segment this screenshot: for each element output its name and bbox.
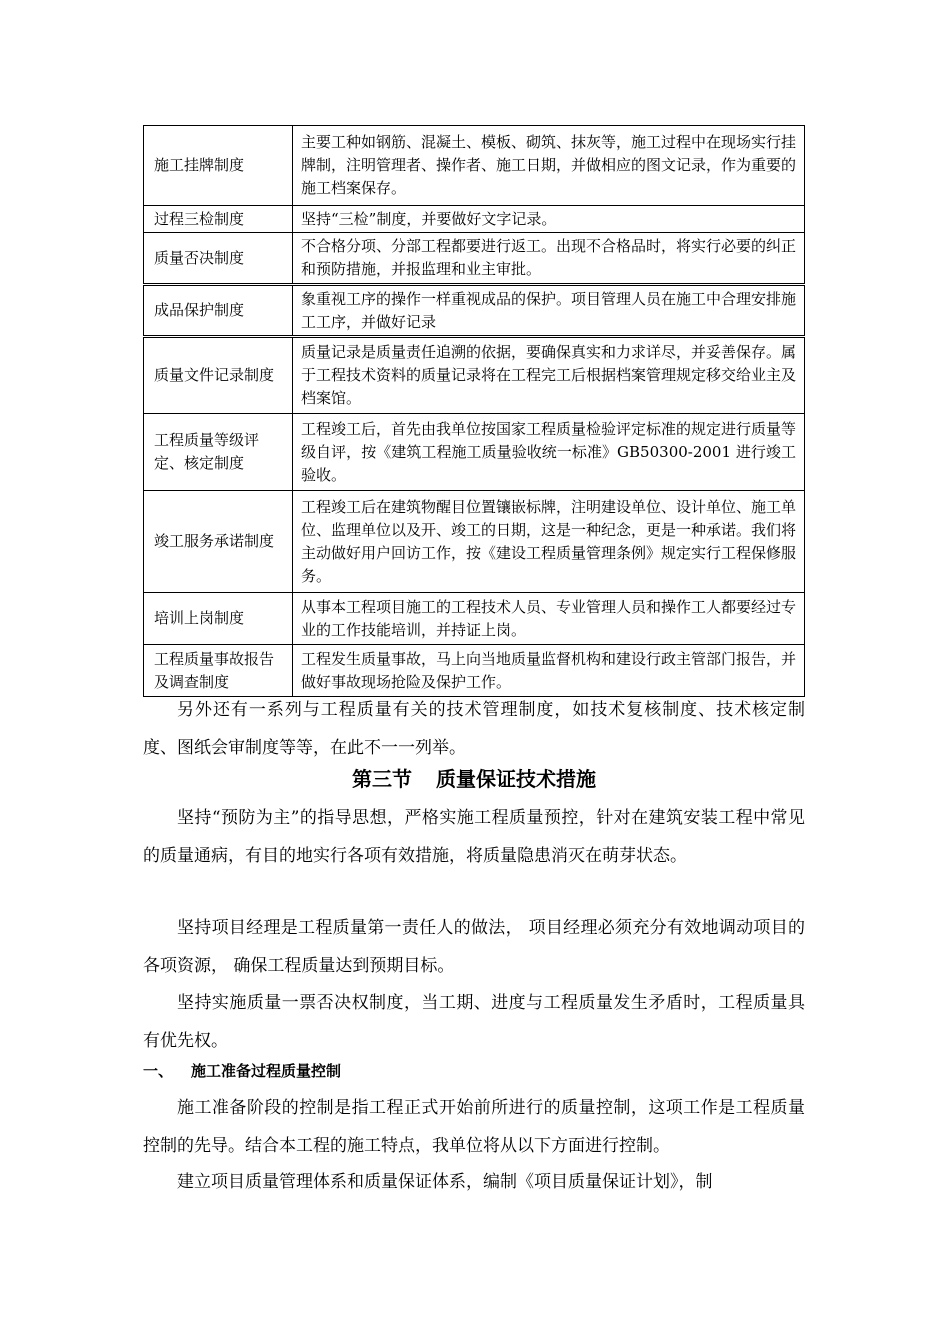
section-number: 第三节 <box>352 767 412 791</box>
table-row <box>144 593 805 645</box>
subsection-title: 施工准备过程质量控制 <box>191 1062 342 1080</box>
table-row <box>144 285 805 337</box>
section-title: 质量保证技术措施 <box>436 767 596 791</box>
system-desc-cell: 工程竣工后，首先由我单位按国家工程质量检验评定标准的规定进行质量等级自评，按《建筑工程施工质量验收统一标准》GB50300-2001 进行竣工验收。 <box>293 414 805 491</box>
system-desc-cell: 象重视工序的操作一样重视成品的保护。项目管理人员在施工中合理安排施工工序，并做好记录 <box>293 285 805 337</box>
system-desc-cell: 工程竣工后在建筑物醒目位置镶嵌标牌，注明建设单位、设计单位、施工单位、监理单位以及开、竣工的日期，这是一种纪念，更是一种承诺。我们将主动做好用户回访工作，按《建设工程质量管理条例》规定实行工程保修服务。 <box>293 491 805 593</box>
system-name-cell: 工程质量等级评定、核定制度 <box>144 414 293 491</box>
system-name-cell: 竣工服务承诺制度 <box>144 491 293 593</box>
table-row <box>144 126 805 206</box>
paragraph-prevention: 坚持“预防为主”的指导思想，严格实施工程质量预控，针对在建筑安装工程中常见的质量通病，有目的地实行各项有效措施，将质量隐患消灭在萌芽状态。 <box>143 808 805 866</box>
system-name-cell: 培训上岗制度 <box>144 593 293 645</box>
system-name-cell: 质量否决制度 <box>144 233 293 285</box>
table-row <box>144 414 805 491</box>
table-row <box>144 206 805 233</box>
subsection-number: 一、 <box>143 1062 174 1080</box>
system-name-cell: 过程三检制度 <box>144 206 293 233</box>
system-desc-cell: 质量记录是质量责任追溯的依据，要确保真实和力求详尽，并妥善保存。属于工程技术资料的质量记录将在工程完工后根据档案管理规定移交给业主及档案馆。 <box>293 337 805 414</box>
paragraph-other-systems: 另外还有一系列与工程质量有关的技术管理制度，如技术复核制度、技术核定制度、图纸会审制度等等，在此不一一列举。 <box>143 700 805 758</box>
paragraph-quality-veto: 坚持实施质量一票否决权制度，当工期、进度与工程质量发生矛盾时，工程质量具有优先权。 <box>143 993 805 1051</box>
system-desc-cell: 从事本工程项目施工的工程技术人员、专业管理人员和操作工人都要经过专业的工作技能培训，并持证上岗。 <box>293 593 805 645</box>
system-desc-cell: 不合格分项、分部工程都要进行返工。出现不合格品时，将实行必要的纠正和预防措施，并报监理和业主审批。 <box>293 233 805 285</box>
system-desc-cell: 工程发生质量事故，马上向当地质量监督机构和建设行政主管部门报告，并做好事故现场抢险及保护工作。 <box>293 645 805 697</box>
system-desc-cell: 坚持“三检”制度，并要做好文字记录。 <box>293 206 805 233</box>
table-row <box>144 337 805 414</box>
system-name-cell: 成品保护制度 <box>144 285 293 337</box>
paragraph-preparation-stage: 施工准备阶段的控制是指工程正式开始前所进行的质量控制，这项工作是工程质量控制的先导。结合本工程的施工特点，我单位将从以下方面进行控制。 <box>143 1098 805 1156</box>
paragraph-project-manager: 坚持项目经理是工程质量第一责任人的做法， 项目经理必须充分有效地调动项目的各项资源， 确保工程质量达到预期目标。 <box>143 918 805 976</box>
section-heading <box>143 763 805 795</box>
quality-system-table <box>143 125 805 697</box>
table-row <box>144 491 805 593</box>
system-desc-cell: 主要工种如钢筋、混凝土、模板、砌筑、抹灰等，施工过程中在现场实行挂牌制，注明管理者、操作者、施工日期，并做相应的图文记录，作为重要的施工档案保存。 <box>293 126 805 206</box>
system-name-cell: 工程质量事故报告及调查制度 <box>144 645 293 697</box>
system-name-cell: 质量文件记录制度 <box>144 337 293 414</box>
table-row <box>144 645 805 697</box>
subsection-heading <box>143 1059 341 1083</box>
paragraph-quality-system: 建立项目质量管理体系和质量保证体系，编制《项目质量保证计划》，制 <box>177 1172 713 1192</box>
system-name-cell: 施工挂牌制度 <box>144 126 293 206</box>
table-row <box>144 233 805 285</box>
